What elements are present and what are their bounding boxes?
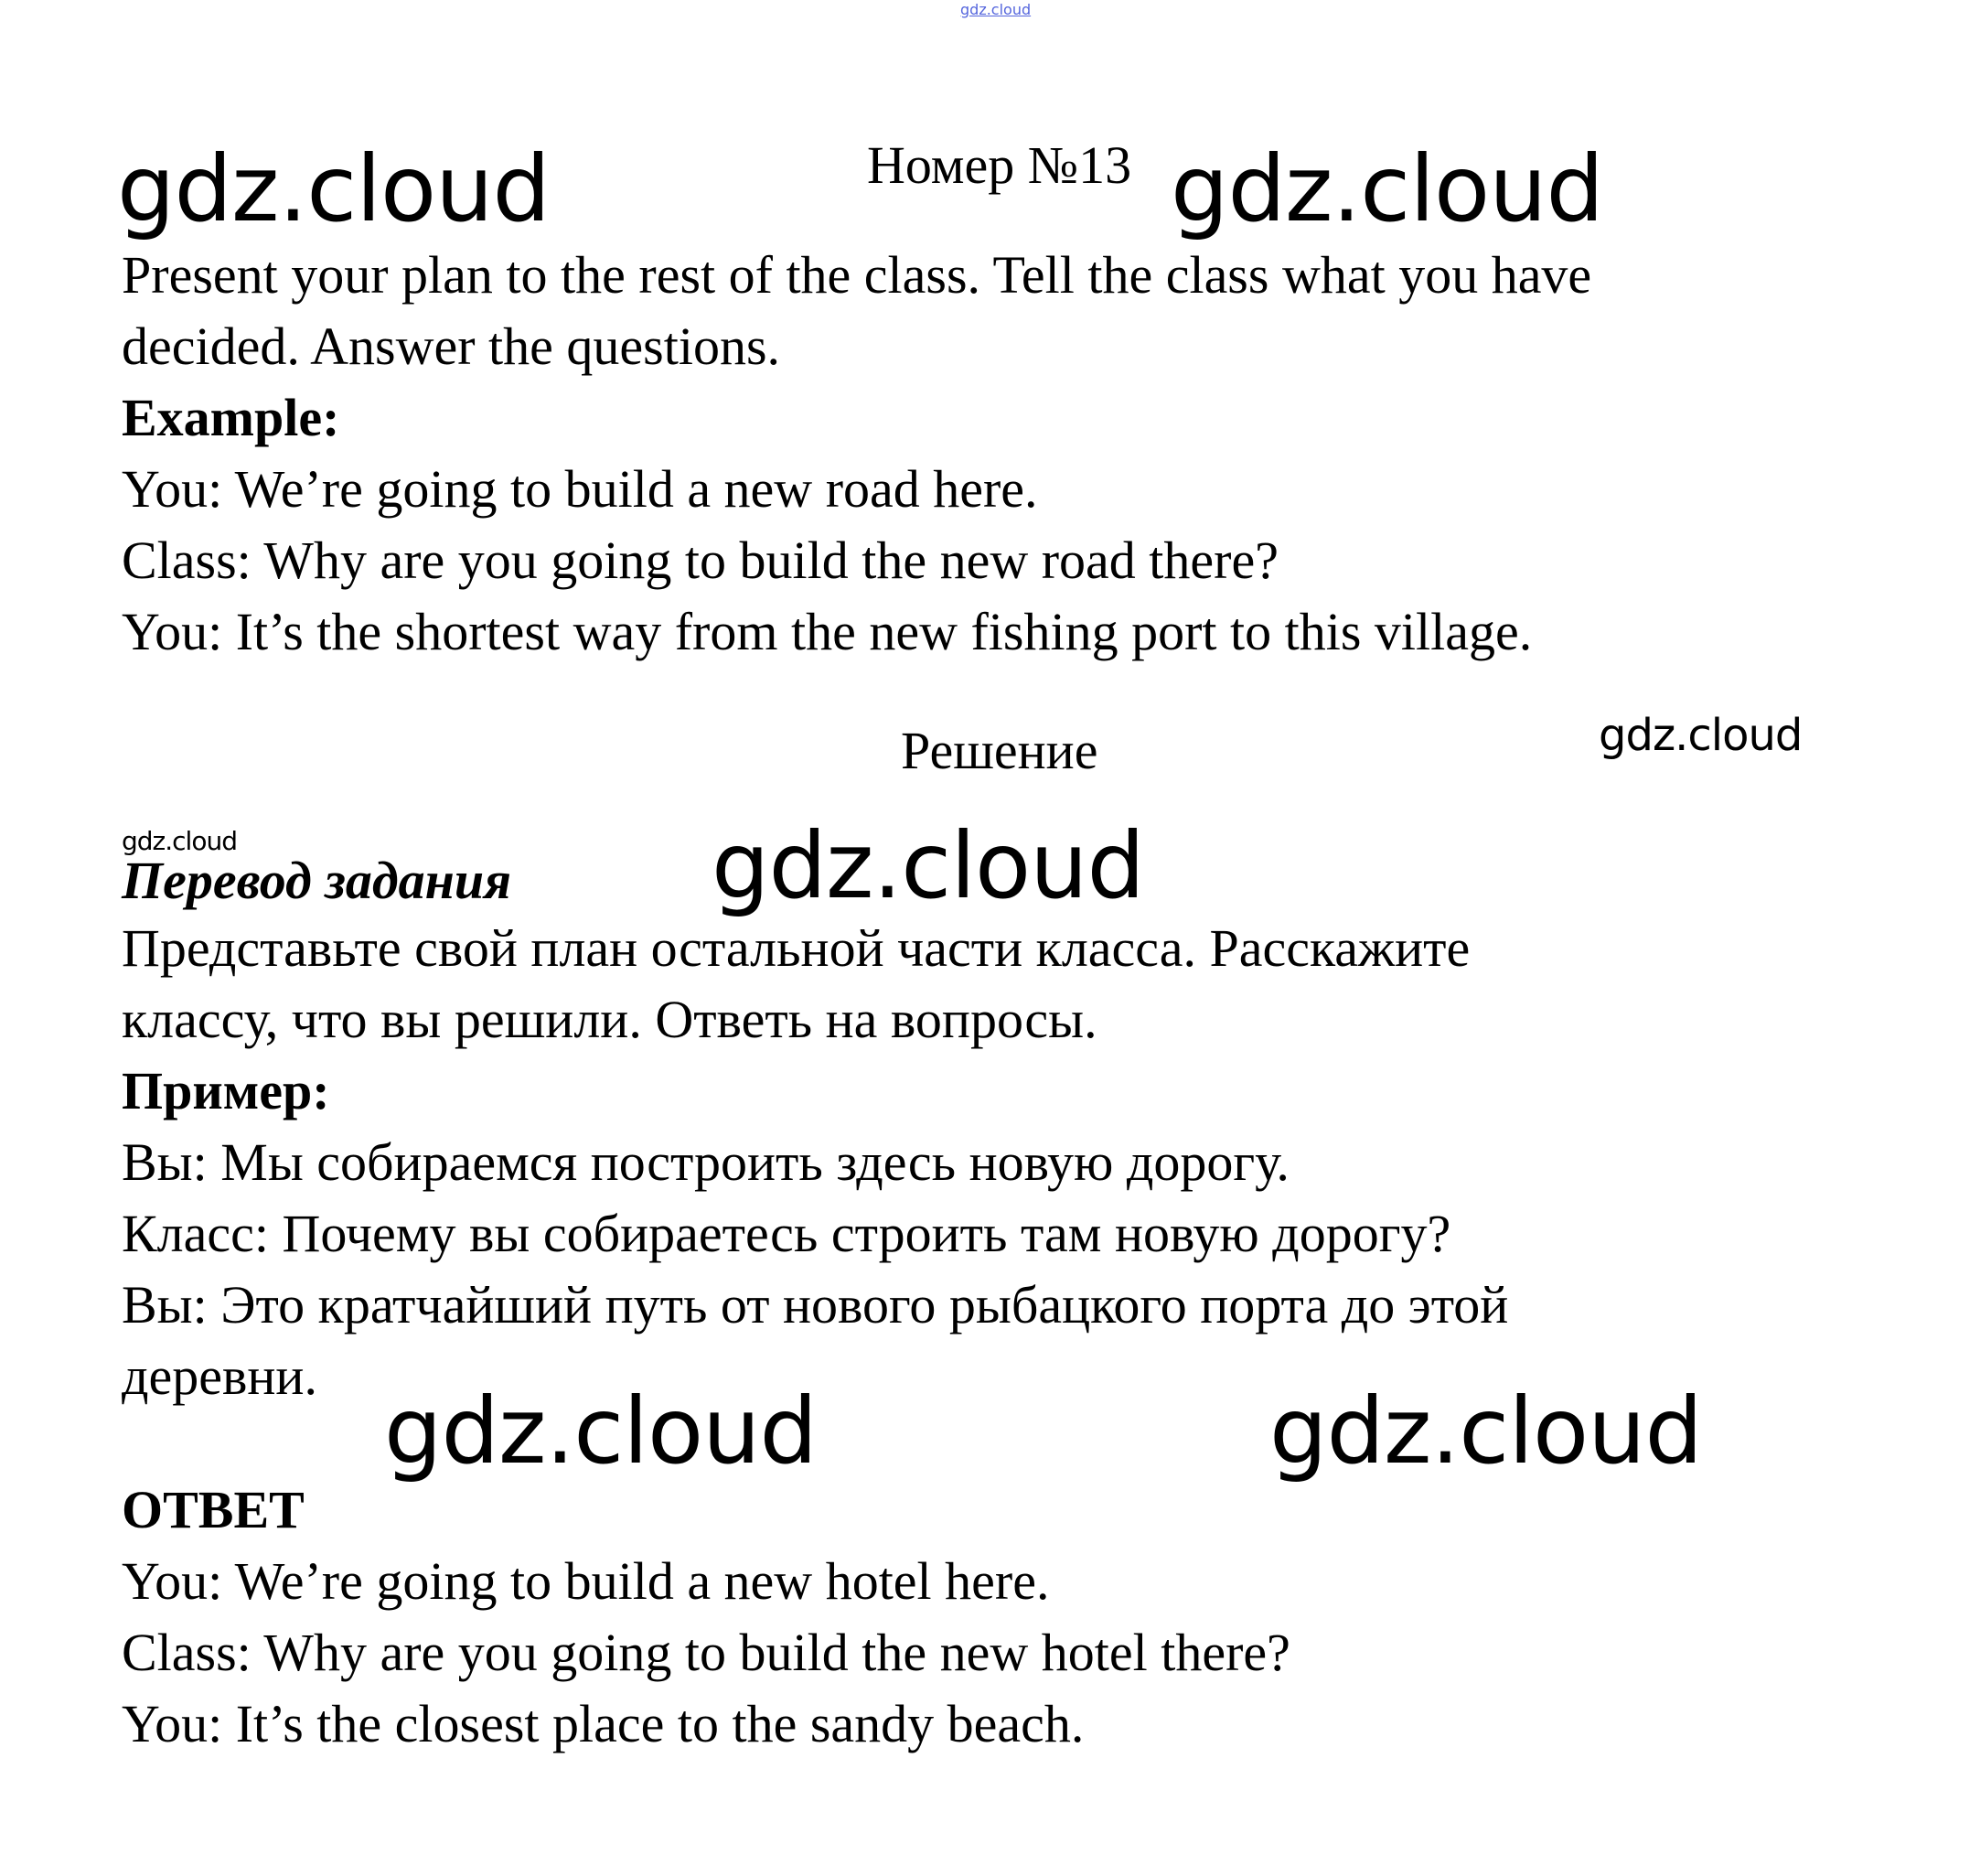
task-block [122, 240, 1591, 668]
translation-line-1: Представьте свой план остальной части класса. Расскажите [122, 918, 1471, 978]
task-example-line-3: You: It’s the shortest way from the new fishing port to this village. [122, 602, 1533, 661]
task-example-line-1: You: We’re going to build a new road here. [122, 459, 1038, 519]
top-watermark-link[interactable]: gdz.cloud [960, 1, 1032, 18]
translation-example-line-4: деревни. [122, 1346, 317, 1406]
translation-example-label: Пример: [122, 1061, 330, 1120]
answer-block [122, 1474, 1290, 1760]
watermark-lower-left: gdz.cloud [384, 1378, 818, 1485]
watermark-solution-right: gdz.cloud [1599, 710, 1803, 761]
watermark-translation-center: gdz.cloud [712, 812, 1145, 919]
translation-block [122, 913, 1508, 1412]
translation-line-2: классу, что вы решили. Ответь на вопросы. [122, 990, 1097, 1049]
solution-title: Решение [901, 721, 1098, 780]
watermark-lower-right: gdz.cloud [1269, 1378, 1703, 1485]
exercise-number-title: Номер №13 [867, 135, 1132, 195]
watermark-top-left: gdz.cloud [117, 135, 551, 242]
task-example-line-2: Class: Why are you going to build the new road there? [122, 531, 1279, 590]
translation-example-line-3: Вы: Это кратчайший путь от нового рыбацкого порта до этой [122, 1275, 1509, 1335]
answer-line-1: You: We’re going to build a new hotel here. [122, 1551, 1050, 1611]
translation-example-line-1: Вы: Мы собираемся построить здесь новую дорогу. [122, 1132, 1290, 1192]
translation-example-line-2: Класс: Почему вы собираетесь строить там новую дорогу? [122, 1204, 1451, 1263]
answer-line-3: You: It’s the closest place to the sandy beach. [122, 1694, 1085, 1753]
translation-heading: Перевод задания [122, 851, 511, 910]
watermark-small-left: gdz.cloud [122, 826, 237, 856]
answer-label: ОТВЕТ [122, 1480, 305, 1539]
task-example-label: Example: [122, 388, 340, 447]
answer-line-2: Class: Why are you going to build the new hotel there? [122, 1623, 1290, 1682]
task-line-1: Present your plan to the rest of the class. Tell the class what you have [122, 245, 1592, 305]
watermark-top-right: gdz.cloud [1171, 135, 1604, 242]
task-line-2: decided. Answer the questions. [122, 316, 781, 376]
